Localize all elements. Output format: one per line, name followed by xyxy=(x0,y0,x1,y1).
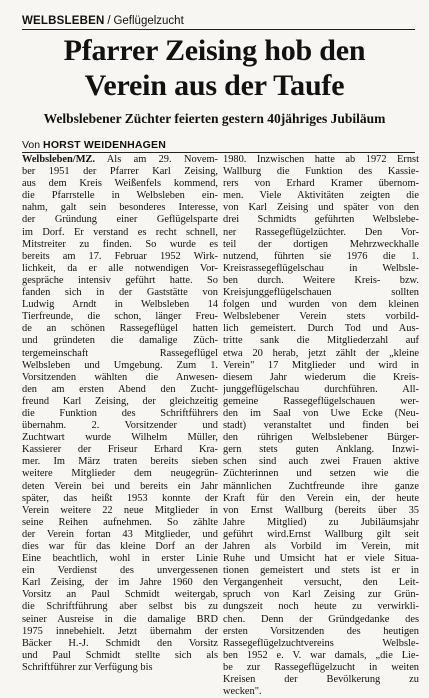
byline-author: HORST WEIDENHAGEN xyxy=(43,139,167,151)
article-line-text: Rassegeflügelzuchtvereins Welbsle- xyxy=(223,637,419,649)
article-line xyxy=(223,650,419,662)
article-line-text: Als am 29. Novem- xyxy=(95,154,218,165)
article-line-text: ersten Vorsitzenden des heutigen xyxy=(223,625,419,637)
article-line-text: von Ernst Wallburg (bereits über 35 xyxy=(223,504,419,516)
article-line xyxy=(22,662,218,674)
article-line-text: diesem Jahr wiederum die Kreis- xyxy=(223,371,419,383)
article-line xyxy=(223,348,419,360)
headline-line-2: Verein aus der Taufe xyxy=(84,69,345,102)
article-line-text: Verein weitere 22 neue Mitglieder in xyxy=(22,504,218,516)
article-line xyxy=(22,154,218,166)
article-line xyxy=(22,372,218,384)
article-line-text: nahm, galt sein besonderes Interesse, xyxy=(22,202,218,214)
article-line-text: nutzend, führten sie 1976 die 1. xyxy=(223,250,419,262)
article-line xyxy=(223,190,419,202)
article-line-text: Tierfreunde, die schon, länger Freu- xyxy=(22,311,218,323)
article-line-text: Mitstreiter zu finden. So wurde es xyxy=(22,238,218,250)
article-line-text: stadt) veranstaltet und finden bei xyxy=(223,420,419,432)
article-line-text: men. Viele Aktivitäten zeigten die xyxy=(223,190,419,202)
article-line-text: fanden sich in der Gaststätte von xyxy=(22,287,218,299)
article-line-text: dies war für das kleine Dorf an der xyxy=(22,541,218,552)
article-line xyxy=(22,360,218,372)
article-line-text: aus dem Kreis Weißenfels kommend, xyxy=(22,178,218,190)
article-line xyxy=(223,517,419,529)
article-line xyxy=(223,541,419,553)
article-line-text: Jahre Mitglied) zu Jubiläumsjahr xyxy=(223,516,419,528)
article-line-text: die Schriftführung aber selbst bis zu xyxy=(22,601,218,613)
article-line-text: und gründeten die damalige Züch- xyxy=(22,335,218,347)
subheadline: Welbslebener Züchter feierten gestern 40jähriges Jubiläum xyxy=(43,111,386,126)
article-line-text: übernahm. 2. Vorsitzender und xyxy=(22,420,218,432)
article-line-text: die Funktion des Schriftführers xyxy=(22,407,218,419)
headline-line-1: Pfarrer Zeising hob den xyxy=(63,34,366,67)
article-line-text: Kreisrassegeflügelschau in Welbsle- xyxy=(223,262,419,274)
article-line-text: drei Schmidts geführten Welbslebe- xyxy=(223,214,419,226)
article-line-text: ner Rassegeflügelzüchter. Den Vor- xyxy=(223,226,419,238)
byline-prefix: Von xyxy=(22,139,41,151)
article-line-text: Zuchtwart wurde Wilhelm Müller, xyxy=(22,432,218,444)
article-line-text: chen. Denn der Gründgedanke des xyxy=(223,613,419,625)
article-line-text: Vergangenheit versucht, den Leit- xyxy=(223,577,419,589)
article-line-text: die Pfarrstelle in Welbsleben ein- xyxy=(22,190,218,202)
headline xyxy=(0,33,429,103)
article-line xyxy=(22,287,218,299)
article-line-text: Bäcker H.-J. Schmidt den Vorsitz xyxy=(22,637,218,649)
article-line-text: etwa 20 herab, jetzt zählt der „kleine xyxy=(223,347,419,359)
article-line-text: den im Saal von Uwe Ecke (Neu- xyxy=(223,407,419,419)
rubric-topic: Geflügelzucht xyxy=(113,15,184,27)
article-line xyxy=(22,323,218,335)
article-line xyxy=(22,444,218,456)
article-line-text: gespräche intensiv geführt hatte. So xyxy=(22,274,218,286)
article-line xyxy=(223,384,419,396)
article-line xyxy=(22,432,218,444)
article-line-text: Vorsitzenden wählten die Anwesen- xyxy=(22,371,218,383)
article-line xyxy=(223,287,419,299)
article-line xyxy=(22,408,218,420)
article-line-text: deten Verein bei und bereits ein Jahr xyxy=(22,480,218,492)
article-line xyxy=(223,601,419,613)
article-line xyxy=(223,214,419,226)
article-line xyxy=(223,178,419,190)
article-line xyxy=(22,202,218,214)
article-line xyxy=(22,275,218,287)
article-line-text: junggeflügelschau durchführen. All- xyxy=(223,383,419,395)
article-line-text: Kassierer der Friseur Erhard Kra- xyxy=(22,444,218,456)
article-line xyxy=(22,505,218,517)
article-line-text: mer. Im März traten bereits sieben xyxy=(22,456,218,468)
rubric-place: WELBSLEBEN xyxy=(22,15,105,27)
article-line-text: später, das heißt 1953 konnte der xyxy=(22,492,218,504)
top-rule xyxy=(22,29,415,30)
article-line xyxy=(223,251,419,263)
article-line xyxy=(22,589,218,601)
article-line xyxy=(223,335,419,347)
article-line-text: dungszeit noch heute zu verwirkli- xyxy=(223,601,419,613)
article-line xyxy=(22,601,218,613)
article-line xyxy=(223,299,419,311)
byline xyxy=(22,139,166,151)
article-line xyxy=(223,626,419,638)
article-line-text: weitere Mitglieder dem neugegrün- xyxy=(22,468,218,480)
article-line-text: Verein" 17 Mitglieder und wird in xyxy=(223,359,419,371)
article-line xyxy=(22,178,218,190)
article-line-text: spruch von Karl Zeising zur Grün- xyxy=(223,589,419,601)
article-line-text: rers von Erhard Kramer übernom- xyxy=(223,178,419,190)
article-line-text: den rührigen Welbslebener Bürger- xyxy=(223,432,419,444)
article-line-text: Ludwig Arndt in Welbsleben 14 xyxy=(22,299,218,311)
article-line xyxy=(223,323,419,335)
article-line xyxy=(22,626,218,638)
article-line-text: lich gemeistert. Durch Tod und Aus- xyxy=(223,323,419,335)
article-line xyxy=(223,275,419,287)
article-line-text: der Gründung einer Geflügelsparte xyxy=(22,214,218,226)
article-line-text: ben durch. Weitere Kreis- bzw. xyxy=(223,274,419,286)
article-line xyxy=(223,456,419,468)
article-line xyxy=(22,239,218,251)
article-line xyxy=(22,541,218,553)
article-line xyxy=(22,614,218,626)
article-line xyxy=(22,348,218,360)
article-line xyxy=(22,396,218,408)
article-line xyxy=(223,589,419,601)
article-dateline: Welbsleben/MZ. xyxy=(22,154,96,165)
article-line xyxy=(223,529,419,541)
article-line xyxy=(223,432,419,444)
article-line-text: 1980. Inzwischen hatte ab 1972 Ernst xyxy=(223,154,419,165)
article-line-text: Wallburg die Funktion des Kassie- xyxy=(223,166,419,178)
article-line xyxy=(223,311,419,323)
article-line xyxy=(22,384,218,396)
article-line-text: folgen und wurden von dem kleinen xyxy=(223,299,419,311)
article-line-text: Karl Zeising, der im Jahre 1960 den xyxy=(22,577,218,589)
article-line-text: Jahren als Vorbild im Verein, mit xyxy=(223,541,419,552)
article-line xyxy=(223,686,419,698)
article-column-right xyxy=(223,154,419,698)
article-line-text: von Karl Zeising und später von den xyxy=(223,202,419,214)
article-line-text: Kraft für den Verein ein, der heute xyxy=(223,492,419,504)
article-line xyxy=(22,577,218,589)
article-line xyxy=(223,674,419,686)
article-line-text: Welbsleben und Umgebung. Zum 1. xyxy=(22,359,218,371)
article-line xyxy=(22,263,218,275)
article-line-text: geführt wird.Ernst Wallburg gilt seit xyxy=(223,528,419,540)
article-line-text: Ruhe und Umsicht hat er viele Situa- xyxy=(223,553,419,565)
article-line-text: be zur Rassegeflügelzucht in weiten xyxy=(223,661,419,673)
article-line xyxy=(223,505,419,517)
article-line xyxy=(223,614,419,626)
article-line xyxy=(223,408,419,420)
rubric-separator: / xyxy=(107,15,111,27)
article-line-text: seiner Ausreise in die damalige BRD xyxy=(22,613,218,625)
article-line-text: lichkeit, da er alle notwendigen Vor- xyxy=(22,262,218,274)
article-line xyxy=(22,190,218,202)
section-rubric xyxy=(22,14,184,28)
article-line xyxy=(22,227,218,239)
article-line-text: Züchterinnen und setzen wie die xyxy=(223,468,419,480)
article-line xyxy=(223,396,419,408)
article-line-text: Schriftführer zur Verfügung bis xyxy=(22,661,153,673)
article-line-text: der Verein fortan 43 Mitglieder, und xyxy=(22,528,218,540)
article-line-text: bereits am 17. Februar 1952 Wirk- xyxy=(22,250,218,262)
article-line xyxy=(223,565,419,577)
article-line xyxy=(223,154,419,166)
article-line-text: de an schönen Rassegeflügel hatten xyxy=(22,323,218,335)
article-line xyxy=(223,553,419,565)
article-line xyxy=(223,481,419,493)
article-line xyxy=(22,251,218,263)
article-line xyxy=(22,529,218,541)
article-line-text: und Paul Schmidt stellte sich als xyxy=(22,649,218,661)
article-line xyxy=(22,565,218,577)
article-line-text: wecken". xyxy=(223,686,262,698)
article-line xyxy=(22,166,218,178)
article-line xyxy=(223,468,419,480)
article-line xyxy=(223,202,419,214)
article-line xyxy=(223,493,419,505)
article-line xyxy=(22,311,218,323)
article-line-text: tergemeinschaft Rassegeflügel xyxy=(22,347,218,359)
article-line xyxy=(22,517,218,529)
article-line xyxy=(223,239,419,251)
article-line-text: tionen gemeistert und stets ist er in xyxy=(223,565,419,577)
article-line xyxy=(22,299,218,311)
article-line-text: ein Verdienst des unvergessenen xyxy=(22,565,218,577)
article-line xyxy=(22,493,218,505)
article-line-text: Eine beachtlich, wohl in erster Linie xyxy=(22,553,218,565)
article-line-text: gemeine Rassegeflügelschauen wer- xyxy=(223,395,419,407)
article-line xyxy=(223,444,419,456)
article-line-text: ben 1952 e. V. war damals, „die Lie- xyxy=(223,649,419,661)
article-line xyxy=(223,577,419,589)
article-line xyxy=(22,650,218,662)
article-line-text: freund Karl Zeising, der gleichzeitig xyxy=(22,395,218,407)
byline-rule xyxy=(22,152,415,153)
article-line-text: Kreisen der Bevölkerung zu xyxy=(223,674,419,686)
article-line-text: Kreisjunggeflügelschauen sollten xyxy=(223,287,419,299)
article-line xyxy=(223,360,419,372)
article-column-left xyxy=(22,154,218,674)
article-line xyxy=(22,553,218,565)
article-line xyxy=(223,166,419,178)
article-line xyxy=(22,481,218,493)
article-line-text: 1975 innebehielt. Jetzt übernahm der xyxy=(22,625,218,637)
article-line-text: tritte sank die Mitgliederzahl auf xyxy=(223,335,419,347)
article-line-text: männlichen Zuchtfreunde ihre ganze xyxy=(223,480,419,492)
article-line-text: teil der dortigen Mehrzweckhalle xyxy=(223,238,419,250)
article-line xyxy=(22,456,218,468)
article-line xyxy=(22,468,218,480)
article-line xyxy=(223,263,419,275)
article-line-text: Vorsitz an Paul Schmidt weitergab, xyxy=(22,589,218,601)
article-line xyxy=(22,214,218,226)
article-line-text: ber 1951 der Pfarrer Karl Zeising, xyxy=(22,166,218,178)
article-line xyxy=(22,420,218,432)
article-line-text: im Dorf. Er verstand es recht schnell, xyxy=(22,226,218,238)
article-line-text: gern stets guten Anklang. Inzwi- xyxy=(223,444,419,456)
article-line xyxy=(223,372,419,384)
article-line xyxy=(223,227,419,239)
article-line xyxy=(223,662,419,674)
article-line-text: seine Reihen aufnehmen. So zählte xyxy=(22,516,218,528)
article-line xyxy=(223,420,419,432)
article-line-text: den am ersten Abend den Zucht- xyxy=(22,383,218,395)
article-line-text: Welbslebener Verein stets vorbild- xyxy=(223,311,419,323)
article-line xyxy=(22,335,218,347)
article-line-text: schen sind auch zwei Frauen aktive xyxy=(223,456,419,468)
